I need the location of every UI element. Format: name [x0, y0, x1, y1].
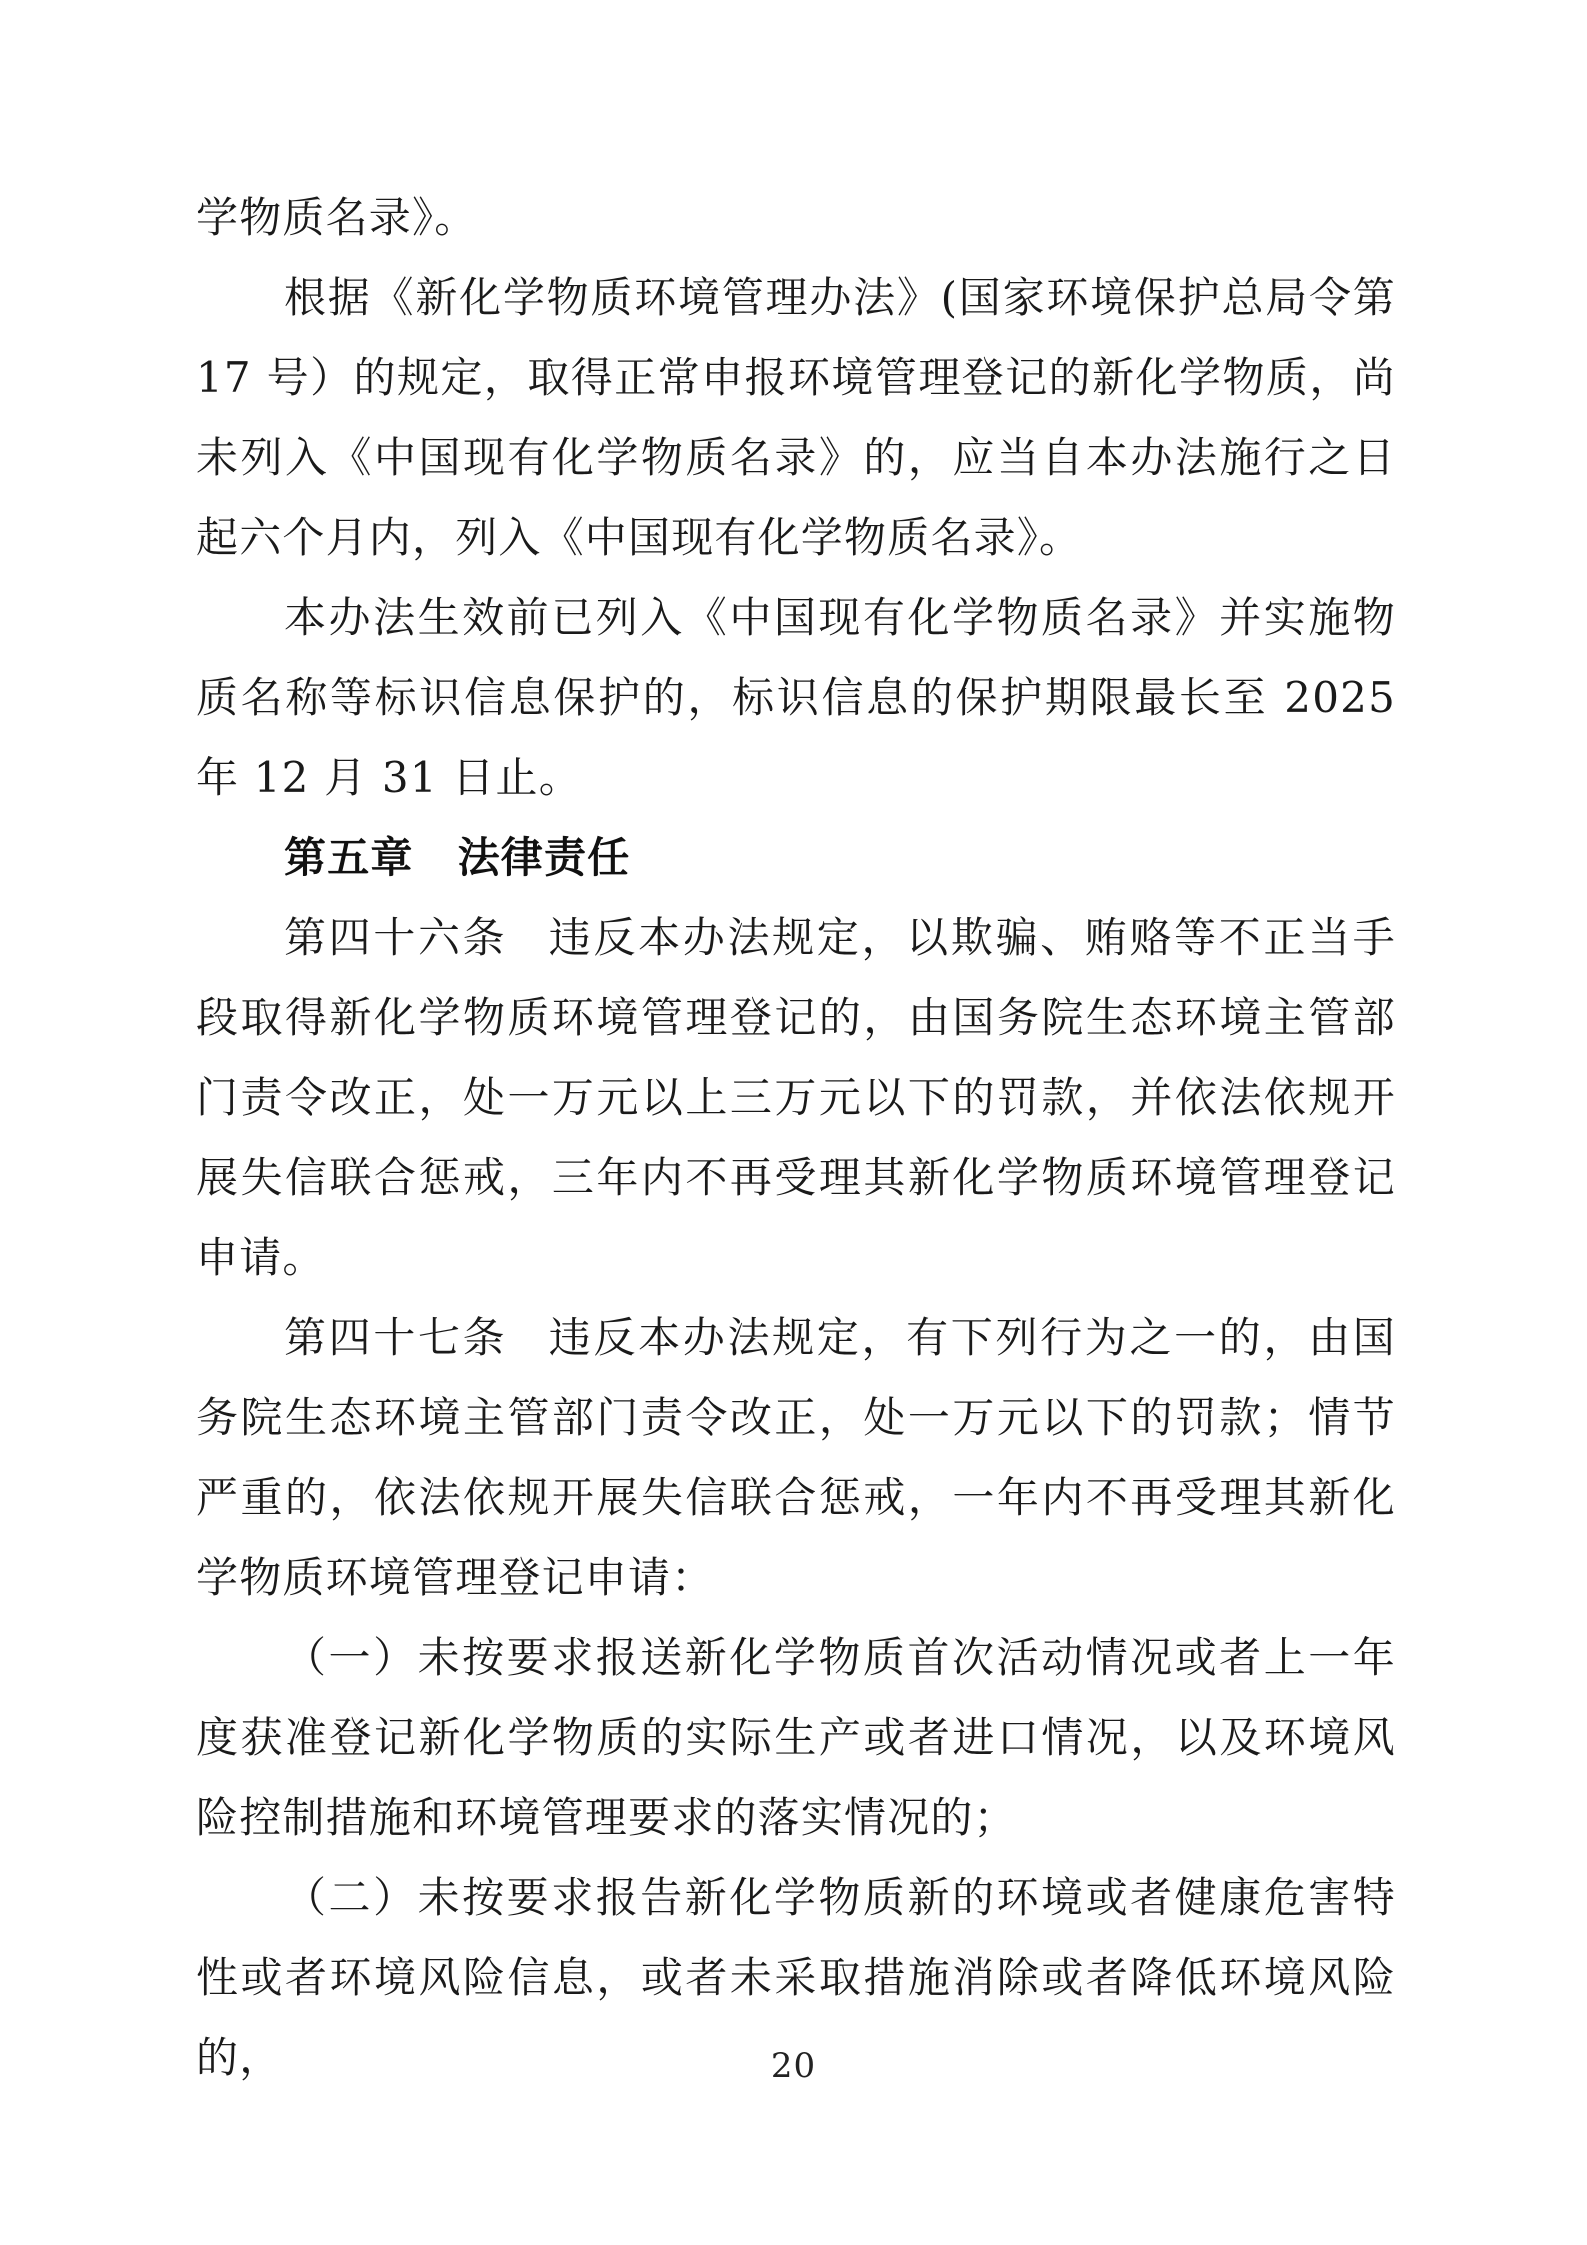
article-46-label: 第四十六条: [284, 913, 508, 962]
paragraph-identity-info-protection: 本办法生效前已列入《中国现有化学物质名录》并实施物质名称等标识信息保护的，标识信息的保护期限最长至 2025 年 12 月 31 日止。: [196, 593, 1396, 802]
article-47: [196, 1298, 1396, 1618]
chapter-heading: [196, 818, 1396, 898]
chapter-number: 第五章: [284, 833, 414, 882]
page-number: 20: [770, 2046, 817, 2086]
document-body: [196, 178, 1396, 2098]
paragraph-continued: 学物质名录》。: [196, 193, 478, 242]
article-47-text: 违反本办法规定，有下列行为之一的，由国务院生态环境主管部门责令改正，处一万元以下的罚款；情节严重的，依法依规开展失信联合惩戒，一年内不再受理其新化学物质环境管理登记申请：: [196, 1313, 1396, 1602]
paragraph-regulation-reference: 根据《新化学物质环境管理办法》(国家环境保护总局令第 17 号）的规定，取得正常申报环境管理登记的新化学物质，尚未列入《中国现有化学物质名录》的，应当自本办法施行之日起六个月内，列入《中国现有化学物质名录》。: [196, 273, 1396, 562]
chapter-title: 法律责任: [457, 833, 631, 882]
article-46-text: 违反本办法规定，以欺骗、贿赂等不正当手段取得新化学物质环境管理登记的，由国务院生态环境主管部门责令改正，处一万元以上三万元以下的罚款，并依法依规开展失信联合惩戒，三年内不再受理其新化学物质环境管理登记申请。: [196, 913, 1396, 1282]
list-item-2: （二）未按要求报告新化学物质新的环境或者健康危害特性或者环境风险信息，或者未采取措施消除或者降低环境风险的，: [196, 1873, 1396, 2082]
article-46: [196, 898, 1396, 1298]
article-47-label: 第四十七条: [284, 1313, 508, 1362]
list-item-1: （一）未按要求报送新化学物质首次活动情况或者上一年度获准登记新化学物质的实际生产或者进口情况，以及环境风险控制措施和环境管理要求的落实情况的；: [196, 1633, 1396, 1842]
